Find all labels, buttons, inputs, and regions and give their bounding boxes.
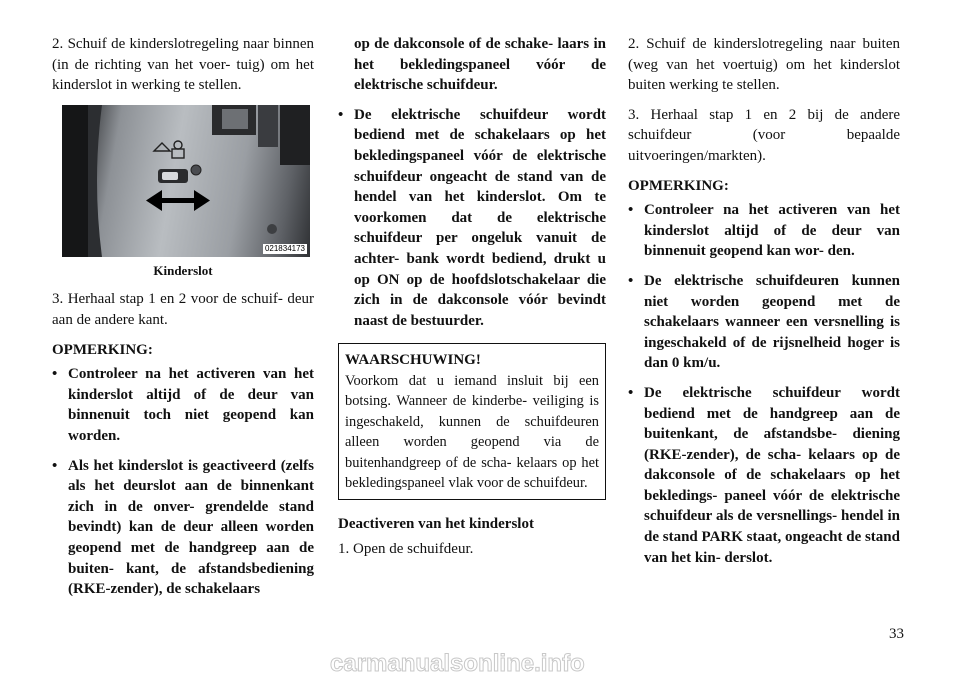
list-item: • De elektrische schuifdeur wordt bediend met de schakelaars op het bekledingspaneel vóór de elektrische schuifdeur ongeacht de stand van de hendel van het kinderslot. Om te voorkomen dat de elektrische schuifdeur per ongeluk vanuit de achter- bank wordt bediend, drukt u op ON op de hoofdslotschakelaar die zich in de dakconsole vóór bevindt naast de bestuurder. — [338, 105, 606, 332]
list-item-continued: op de dakconsole of de schake- laars in het bekledingspaneel vóór de elektrische schuifdeur. — [354, 36, 606, 94]
note-list-continued — [338, 34, 606, 331]
child-lock-figure — [62, 105, 310, 257]
watermark-logo — [330, 650, 940, 676]
warning-title: WAARSCHUWING! — [345, 352, 481, 369]
note-list — [628, 200, 900, 568]
list-item: • De elektrische schuifdeuren kunnen niet worden geopend met de schakelaars wanneer een versnelling is ingeschakeld of de rijsnelheid hoger is dan 0 km/u. — [628, 271, 900, 374]
step-3-other-side: 3. Herhaal stap 1 en 2 voor de schuif- deur aan de andere kant. — [52, 291, 314, 328]
note-list — [52, 364, 314, 600]
watermark-text: carmanualsonline.info — [330, 650, 585, 676]
list-item: • Controleer na het activeren van het kinderslot altijd of de deur van binnenuit toch niet geopend kan worden. — [52, 364, 314, 446]
column-left — [52, 34, 314, 600]
figure-caption: Kinderslot — [153, 262, 213, 278]
note-heading: OPMERKING: — [628, 177, 729, 194]
column-right — [628, 34, 900, 577]
step-2-deactivate: 2. Schuif de kinderslotregeling naar buiten (weg van het voertuig) om het kinderslot buiten werking te stellen. — [628, 36, 900, 94]
step-3-other-door: 3. Herhaal stap 1 en 2 bij de andere schuifdeur (voor bepaalde uitvoeringen/markten). — [628, 106, 900, 164]
step-2-activate: 2. Schuif de kinderslotregeling naar binnen (in de richting van het voer- tuig) om het kinderslot in werking te stellen. — [52, 36, 314, 94]
step-1-open-door: 1. Open de schuifdeur. — [338, 540, 474, 557]
door-lock-illustration — [62, 105, 310, 257]
warning-text: Voorkom dat u iemand insluit bij een botsing. Wanneer de kinderbe- veiliging is ingeschakeld, kunnen de schuifdeuren alleen worden geopend via de buitenhandgreep of de scha- kelaars op het bekledingspaneel vlak voor de schuifdeur. — [345, 372, 599, 491]
column-middle — [338, 34, 606, 569]
warning-box — [338, 343, 606, 500]
page-number: 33 — [889, 626, 904, 642]
list-item: • Als het kinderslot is geactiveerd (zelfs als het deurslot aan de binnenkant zich in de onver- grendelde stand bevindt) kan de deur alleen worden geopend met de handgreep aan de buiten- kant, de afstandsbediening (RKE-zender), de schakelaars — [52, 456, 314, 600]
list-item: • De elektrische schuifdeur wordt bediend met de handgreep aan de buitenkant, de afstandsbe- diening (RKE-zender), de scha- kelaars op de dakconsole of de schakelaars op het bekledings- paneel vóór de elektrische schuifdeur als de versnellings- hendel in de stand PARK staat, ongeacht de stand van het kin- derslot. — [628, 383, 900, 568]
deactivate-heading: Deactiveren van het kinderslot — [338, 516, 534, 533]
note-heading: OPMERKING: — [52, 341, 153, 358]
figure-code: 021834173 — [264, 243, 305, 253]
list-item: • Controleer na het activeren van het kinderslot altijd of de deur van binnenuit geopend kan wor- den. — [628, 200, 900, 262]
